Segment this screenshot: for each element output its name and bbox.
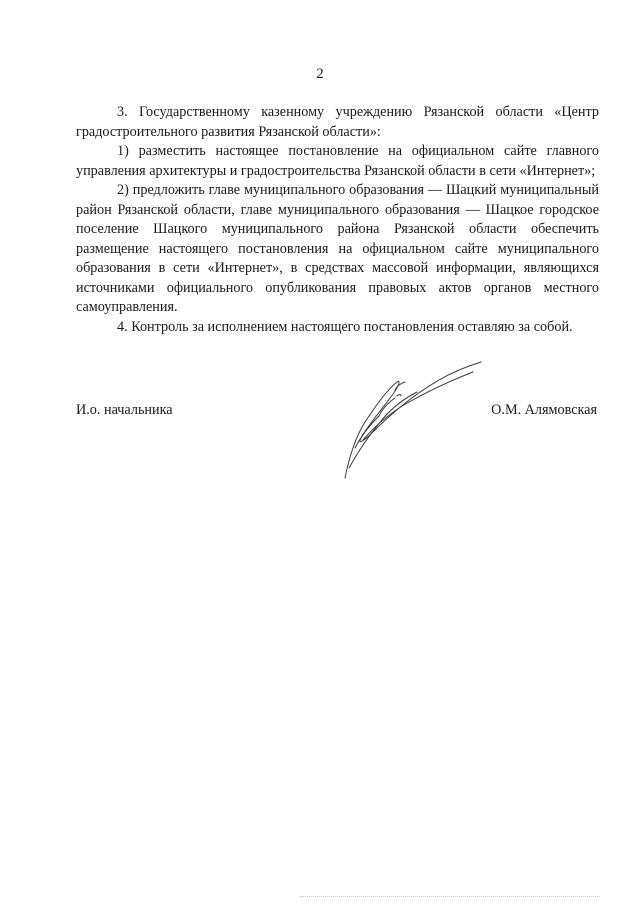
- signatory-name: О.М. Алямовская: [491, 402, 597, 418]
- scan-edge-line: [300, 894, 600, 897]
- paragraph-item-3: 3. Государственному казенному учреждению Рязанской области «Центр градостроительного развития Рязанской области»:: [76, 104, 599, 140]
- page-number: 2: [316, 66, 324, 82]
- document-body: [76, 103, 599, 337]
- signatory-role: И.о. начальника: [76, 402, 173, 418]
- paragraph-subitem-1: 1) разместить настоящее постановление на официальном сайте главного управления архитектуры и градостроительства Рязанской области в сети «Интернет»;: [76, 143, 599, 179]
- paragraph-subitem-2: 2) предложить главе муниципального образования — Шацкий муниципальный район Рязанской области, главе муниципального образования — Шацкое городское поселение Шацкого муниципального района Рязанской области обеспечить размещение настоящего постановления на официальном сайте муниципального образования в сети «Интернет», в средствах массовой информации, являющихся источниками официального опубликования правовых актов органов местного самоуправления.: [76, 182, 599, 315]
- paragraph-item-4: 4. Контроль за исполнением настоящего постановления оставляю за собой.: [117, 318, 573, 335]
- handwritten-signature: [335, 350, 485, 485]
